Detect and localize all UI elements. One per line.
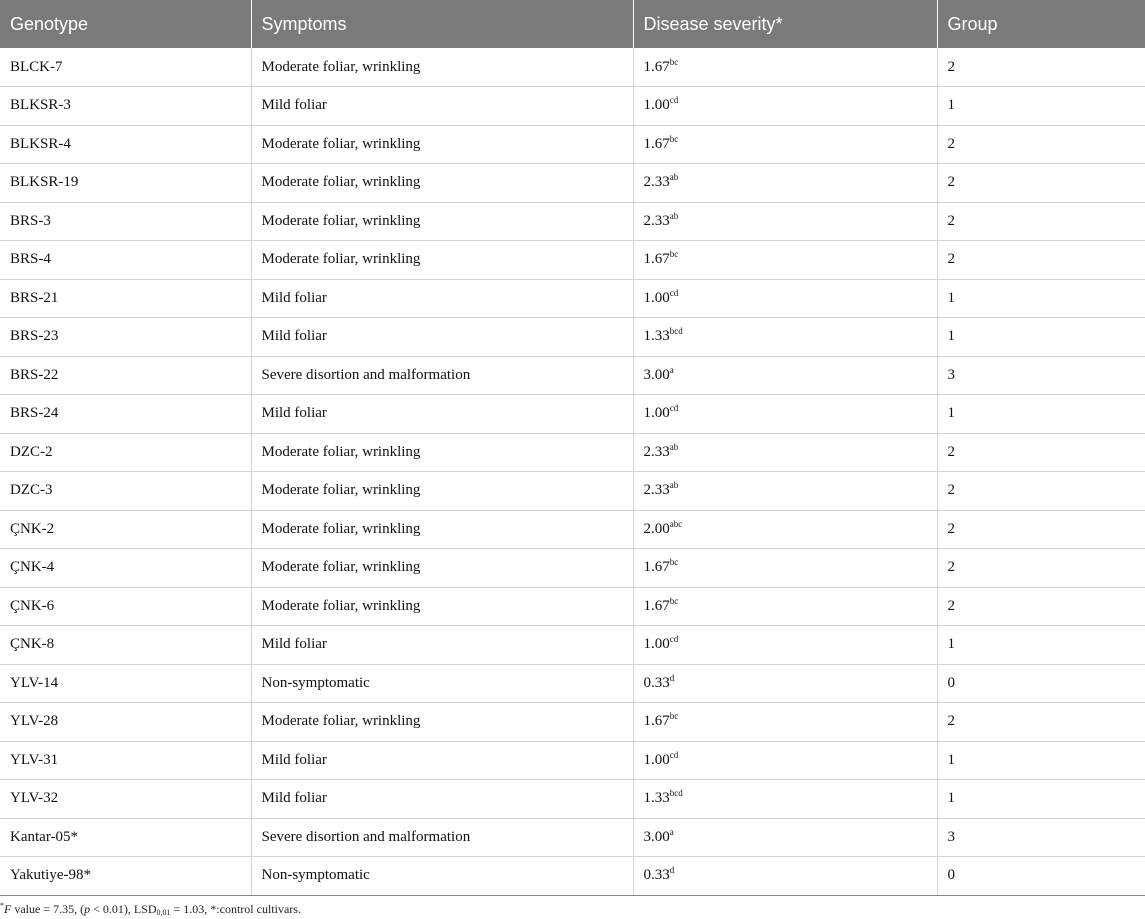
cell-disease-severity [633, 741, 937, 780]
cell-group: 2 [937, 703, 1145, 742]
cell-genotype: Yakutiye-98* [0, 857, 251, 896]
header-disease-severity: Disease severity* [633, 0, 937, 48]
severity-value: 1.67 [643, 597, 670, 614]
cell-disease-severity [633, 818, 937, 857]
cell-symptoms: Moderate foliar, wrinkling [251, 587, 633, 626]
cell-disease-severity [633, 433, 937, 472]
table-row [0, 318, 1145, 357]
cell-disease-severity [633, 472, 937, 511]
table-row [0, 626, 1145, 665]
cell-group: 1 [937, 87, 1145, 126]
table-row [0, 703, 1145, 742]
cell-genotype: ÇNK-6 [0, 587, 251, 626]
severity-value: 1.00 [643, 751, 670, 768]
table-row [0, 279, 1145, 318]
table-row [0, 202, 1145, 241]
severity-value: 2.33 [643, 443, 670, 460]
cell-disease-severity [633, 318, 937, 357]
cell-group: 2 [937, 510, 1145, 549]
cell-genotype: BRS-21 [0, 279, 251, 318]
cell-group: 2 [937, 587, 1145, 626]
severity-value: 3.00 [643, 828, 670, 845]
cell-genotype: BRS-3 [0, 202, 251, 241]
cell-disease-severity [633, 241, 937, 280]
severity-value: 1.00 [643, 636, 670, 653]
table-row [0, 510, 1145, 549]
cell-symptoms: Mild foliar [251, 87, 633, 126]
cell-group: 2 [937, 472, 1145, 511]
cell-group: 1 [937, 626, 1145, 665]
significance-letters: cd [669, 634, 679, 645]
footnote-text-3: = 1.03, *:control cultivars. [170, 902, 301, 916]
significance-letters: cd [669, 287, 679, 298]
cell-genotype: BLKSR-19 [0, 164, 251, 203]
cell-symptoms: Moderate foliar, wrinkling [251, 164, 633, 203]
table-row [0, 433, 1145, 472]
cell-genotype: BRS-24 [0, 395, 251, 434]
cell-disease-severity [633, 395, 937, 434]
cell-symptoms: Mild foliar [251, 395, 633, 434]
significance-letters: bcd [669, 326, 683, 337]
table-row [0, 395, 1145, 434]
severity-value: 1.67 [643, 135, 670, 152]
footnote-star: * [0, 901, 4, 910]
cell-group: 2 [937, 164, 1145, 203]
significance-letters: ab [669, 172, 679, 183]
significance-letters: bc [669, 249, 679, 260]
cell-symptoms: Moderate foliar, wrinkling [251, 472, 633, 511]
cell-group: 1 [937, 741, 1145, 780]
cell-symptoms: Moderate foliar, wrinkling [251, 48, 633, 87]
footnote-subscript: 0,01 [156, 908, 171, 917]
significance-letters: ab [669, 441, 679, 452]
table-row [0, 664, 1145, 703]
cell-disease-severity [633, 202, 937, 241]
significance-letters: ab [669, 480, 679, 491]
cell-disease-severity [633, 164, 937, 203]
cell-disease-severity [633, 587, 937, 626]
significance-letters: bc [669, 133, 679, 144]
table-row [0, 818, 1145, 857]
severity-value: 2.33 [643, 482, 670, 499]
cell-disease-severity [633, 356, 937, 395]
cell-genotype: ÇNK-4 [0, 549, 251, 588]
severity-value: 1.67 [643, 713, 670, 730]
significance-letters: cd [669, 403, 679, 414]
cell-group: 2 [937, 433, 1145, 472]
table-footnote [0, 902, 301, 917]
cell-symptoms: Moderate foliar, wrinkling [251, 202, 633, 241]
significance-letters: a [669, 826, 674, 837]
cell-disease-severity [633, 48, 937, 87]
severity-value: 0.33 [643, 867, 670, 884]
severity-value: 1.67 [643, 58, 670, 75]
cell-genotype: ÇNK-2 [0, 510, 251, 549]
header-group: Group [937, 0, 1145, 48]
cell-genotype: ÇNK-8 [0, 626, 251, 665]
cell-symptoms: Mild foliar [251, 279, 633, 318]
cell-group: 2 [937, 549, 1145, 588]
cell-group: 2 [937, 48, 1145, 87]
severity-value: 2.33 [643, 212, 670, 229]
cell-symptoms: Moderate foliar, wrinkling [251, 125, 633, 164]
cell-disease-severity [633, 549, 937, 588]
significance-letters: bc [669, 711, 679, 722]
severity-value: 2.00 [643, 520, 670, 537]
severity-value: 2.33 [643, 174, 670, 191]
cell-symptoms: Moderate foliar, wrinkling [251, 241, 633, 280]
cell-genotype: BRS-22 [0, 356, 251, 395]
cell-group: 1 [937, 395, 1145, 434]
severity-value: 1.33 [643, 790, 670, 807]
table-row [0, 857, 1145, 896]
cell-group: 1 [937, 780, 1145, 819]
severity-value: 3.00 [643, 366, 670, 383]
cell-symptoms: Moderate foliar, wrinkling [251, 703, 633, 742]
cell-genotype: YLV-14 [0, 664, 251, 703]
cell-symptoms: Non-symptomatic [251, 857, 633, 896]
cell-group: 2 [937, 202, 1145, 241]
cell-group: 1 [937, 279, 1145, 318]
cell-group: 1 [937, 318, 1145, 357]
table-row [0, 125, 1145, 164]
cell-genotype: BLCK-7 [0, 48, 251, 87]
cell-group: 0 [937, 857, 1145, 896]
cell-genotype: BRS-4 [0, 241, 251, 280]
severity-value: 1.00 [643, 289, 670, 306]
severity-value: 1.00 [643, 97, 670, 114]
significance-letters: ab [669, 210, 679, 221]
cell-symptoms: Moderate foliar, wrinkling [251, 549, 633, 588]
cell-symptoms: Moderate foliar, wrinkling [251, 510, 633, 549]
cell-group: 0 [937, 664, 1145, 703]
cell-genotype: YLV-31 [0, 741, 251, 780]
significance-letters: d [669, 865, 675, 876]
table-row [0, 780, 1145, 819]
cell-disease-severity [633, 664, 937, 703]
severity-value: 1.67 [643, 559, 670, 576]
table-row [0, 472, 1145, 511]
significance-letters: d [669, 672, 675, 683]
cell-symptoms: Severe disortion and malformation [251, 818, 633, 857]
cell-group: 2 [937, 241, 1145, 280]
table-row [0, 48, 1145, 87]
cell-disease-severity [633, 703, 937, 742]
significance-letters: bc [669, 595, 679, 606]
significance-letters: cd [669, 95, 679, 106]
header-symptoms: Symptoms [251, 0, 633, 48]
header-row [0, 0, 1145, 48]
table-row [0, 356, 1145, 395]
cell-symptoms: Moderate foliar, wrinkling [251, 433, 633, 472]
cell-genotype: YLV-32 [0, 780, 251, 819]
cell-genotype: BRS-23 [0, 318, 251, 357]
severity-value: 1.33 [643, 328, 670, 345]
cell-disease-severity [633, 780, 937, 819]
significance-letters: bc [669, 56, 679, 67]
cell-disease-severity [633, 279, 937, 318]
cell-genotype: BLKSR-3 [0, 87, 251, 126]
cell-genotype: DZC-3 [0, 472, 251, 511]
significance-letters: cd [669, 749, 679, 760]
severity-value: 0.33 [643, 674, 670, 691]
cell-disease-severity [633, 510, 937, 549]
cell-symptoms: Non-symptomatic [251, 664, 633, 703]
cell-symptoms: Severe disortion and malformation [251, 356, 633, 395]
table-row [0, 164, 1145, 203]
cell-symptoms: Mild foliar [251, 626, 633, 665]
cell-genotype: Kantar-05* [0, 818, 251, 857]
table-row [0, 741, 1145, 780]
severity-value: 1.67 [643, 251, 670, 268]
footnote-text-1: value = 7.35, ( [11, 902, 85, 916]
table-row [0, 587, 1145, 626]
cell-symptoms: Mild foliar [251, 318, 633, 357]
cell-genotype: DZC-2 [0, 433, 251, 472]
significance-letters: bcd [669, 788, 683, 799]
cell-group: 3 [937, 356, 1145, 395]
cell-group: 2 [937, 125, 1145, 164]
cell-disease-severity [633, 626, 937, 665]
footnote-text-2: < 0.01), LSD [90, 902, 157, 916]
header-genotype: Genotype [0, 0, 251, 48]
table-row [0, 549, 1145, 588]
table-row [0, 241, 1145, 280]
cell-symptoms: Mild foliar [251, 741, 633, 780]
cell-disease-severity [633, 87, 937, 126]
table-row [0, 87, 1145, 126]
cell-disease-severity [633, 125, 937, 164]
footnote-f-symbol: F [4, 902, 12, 916]
significance-letters: a [669, 364, 674, 375]
significance-letters: bc [669, 557, 679, 568]
cell-group: 3 [937, 818, 1145, 857]
cell-genotype: YLV-28 [0, 703, 251, 742]
cell-symptoms: Mild foliar [251, 780, 633, 819]
cell-genotype: BLKSR-4 [0, 125, 251, 164]
footnote-p-symbol: p [84, 902, 91, 916]
table-body [0, 48, 1145, 895]
significance-letters: abc [669, 518, 683, 529]
cell-disease-severity [633, 857, 937, 896]
severity-value: 1.00 [643, 405, 670, 422]
